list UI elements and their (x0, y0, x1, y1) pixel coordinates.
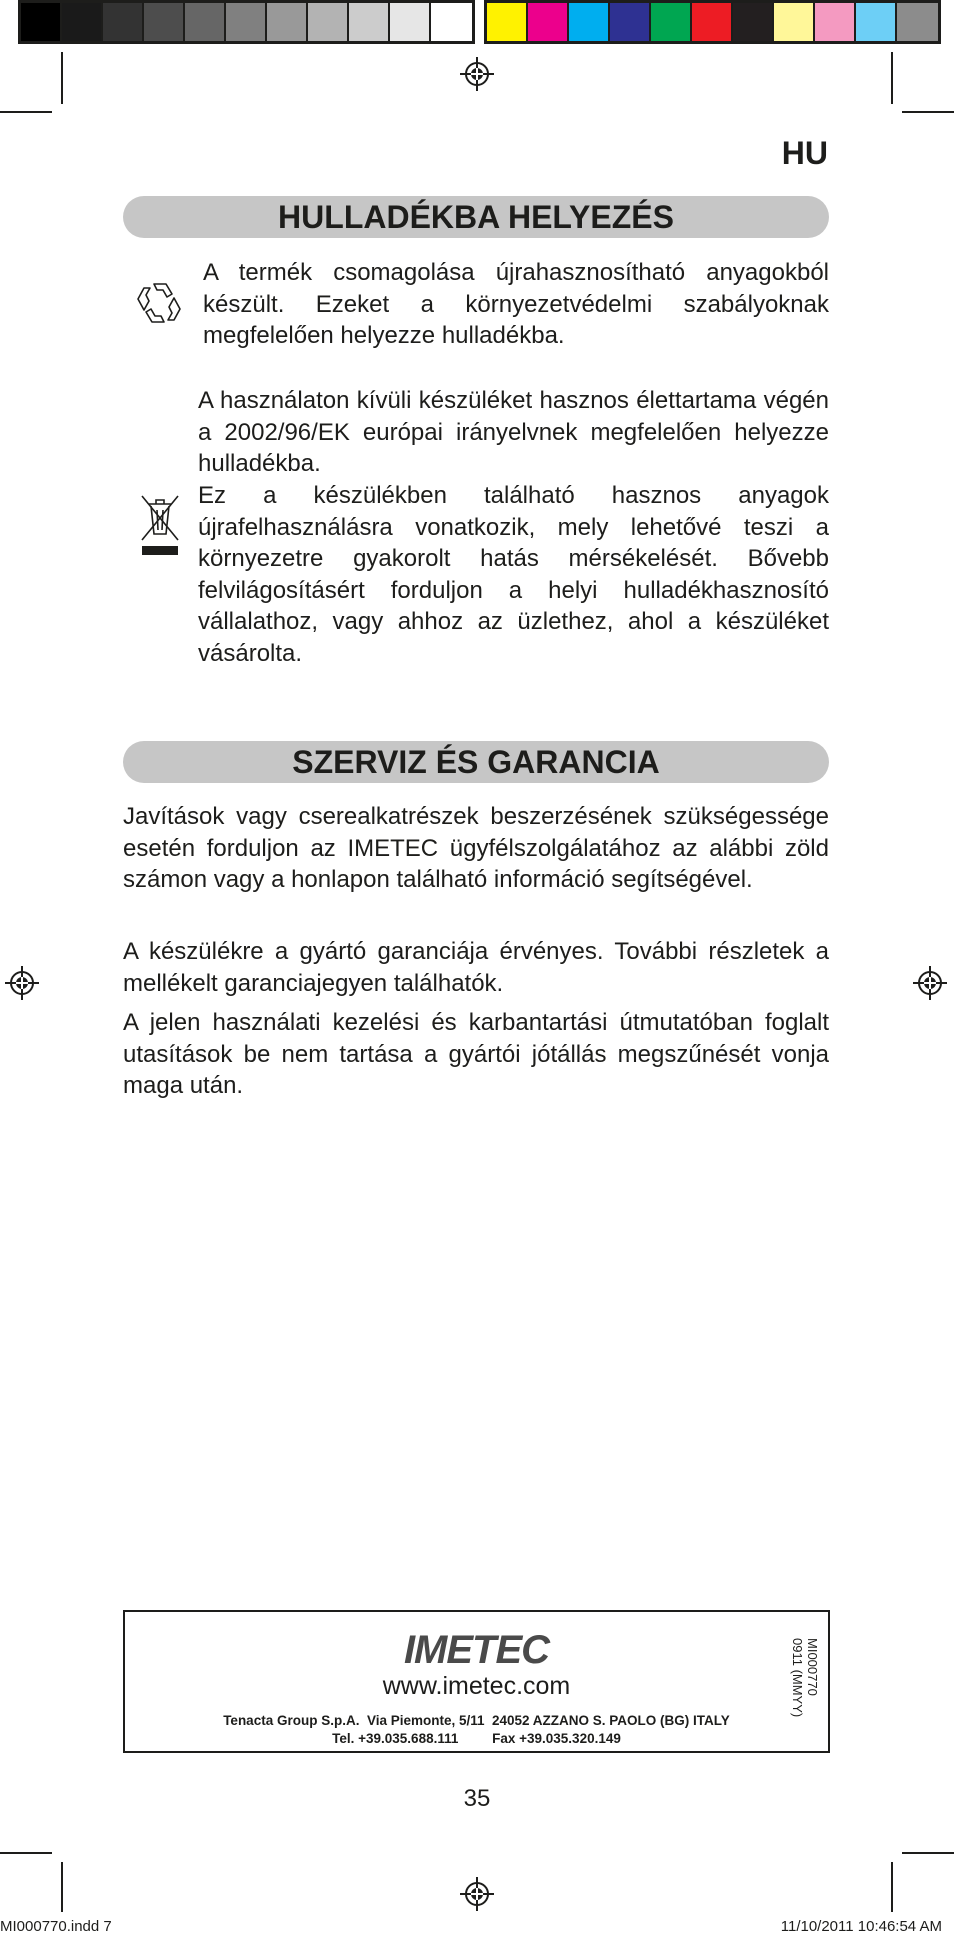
address-line-2: Tel. +39.035.688.111 Fax +39.035.320.149 (332, 1731, 621, 1746)
packaging-disposal-text: A termék csomagolása újrahasznosítható anyagokból készült. Ezeket a környezetvédelmi szabályoknak megfelelően helyezze hulladékba. (203, 259, 829, 349)
warranty-void-text: A jelen használati kezelési és karbantartási útmutatóban foglalt utasítások be nem tartása a gyártói jótállás megszűnését vonja maga után. (123, 1009, 829, 1099)
color-swatch (487, 3, 528, 41)
color-swatch (856, 3, 897, 41)
color-swatch (651, 3, 692, 41)
registration-mark-icon (460, 1877, 494, 1911)
disposal-section-title: HULLADÉKBA HELYEZÉS (123, 196, 829, 238)
weee-recycling-text: Ez a készülékben található hasznos anyagok újrafelhasználásra vonatkozik, mely lehetővé teszi a környezetre gyakorolt hatás mérsékelését. Bővebb felvilágosításért forduljon a helyi hulladékhasznosító vállalathoz, vagy ahhoz az üzlethez, ahol a készüléket vásárolta. (198, 482, 829, 667)
imetec-logo: IMETEC (403, 1628, 550, 1672)
crop-mark (891, 1862, 893, 1912)
registration-mark-icon (460, 57, 494, 91)
manufacturer-address (125, 1712, 828, 1748)
crop-mark (61, 52, 63, 104)
website-link: www.imetec.com (382, 1672, 571, 1700)
warranty-text: A készülékre a gyártó garanciája érvényes. További részletek a mellékelt garanciajegyen találhatók. (123, 938, 829, 997)
color-swatch (144, 3, 185, 41)
color-swatch (815, 3, 856, 41)
color-swatch (569, 3, 610, 41)
crop-mark (0, 111, 52, 113)
service-repairs-text: Javítások vagy cserealkatrészek beszerzésének szükségessége esetén forduljon az IMETEC ügyfélszolgálatához az alábbi zöld számon vagy a honlapon található információ segítségével. (123, 803, 829, 893)
color-swatch (226, 3, 267, 41)
color-swatch (308, 3, 349, 41)
page-number: 35 (463, 1785, 491, 1812)
color-swatch (774, 3, 815, 41)
file-slug: MI000770.indd 7 (0, 1918, 112, 1935)
language-label: HU (781, 135, 828, 171)
crop-mark (0, 1852, 52, 1854)
crop-mark (902, 1852, 954, 1854)
color-swatch (62, 3, 103, 41)
crop-mark (902, 111, 954, 113)
crossed-out-bin-icon (138, 492, 182, 558)
color-swatch (390, 3, 431, 41)
process-color-bar (484, 0, 941, 44)
print-timestamp: 11/10/2011 10:46:54 AM (780, 1918, 942, 1935)
color-swatch (267, 3, 308, 41)
color-swatch (185, 3, 226, 41)
color-swatch (431, 3, 472, 41)
address-line-1: Tenacta Group S.p.A. Via Piemonte, 5/11 24052 AZZANO S. PAOLO (BG) ITALY (223, 1713, 730, 1728)
color-swatch (733, 3, 774, 41)
crop-mark (61, 1862, 63, 1912)
weee-directive-text: A használaton kívüli készüléket hasznos élettartama végén a 2002/96/EK európai irányelvnek megfelelően helyezze hulladékba. (198, 387, 829, 477)
color-swatch (349, 3, 390, 41)
registration-mark-icon (913, 966, 947, 1000)
registration-mark-icon (5, 966, 39, 1000)
color-swatch (103, 3, 144, 41)
grayscale-color-bar (18, 0, 475, 44)
document-code: MI000770 0911 (MMYY) (790, 1638, 820, 1718)
recycle-icon (134, 278, 186, 330)
color-swatch (692, 3, 733, 41)
manufacturer-info-box (123, 1610, 830, 1753)
color-swatch (897, 3, 938, 41)
color-swatch (528, 3, 569, 41)
color-swatch (610, 3, 651, 41)
color-swatch (21, 3, 62, 41)
crop-mark (891, 52, 893, 104)
service-section-title: SZERVIZ ÉS GARANCIA (123, 741, 829, 783)
